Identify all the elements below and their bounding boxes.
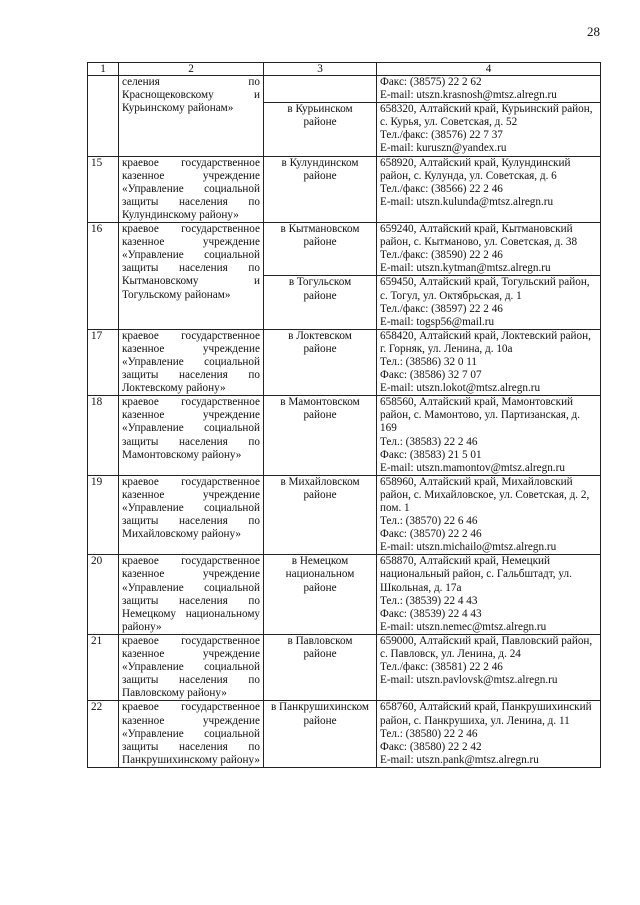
contact-details: 659450, Алтайский край, Тогульский район, с. Тогул, ул. Октябрьская, д. 1 Тел./факс: (38597) 22 2 46 E-mail: togsp56@mail.ru <box>377 276 601 329</box>
organization-name: селения по Краснощековскому и Курьинскому районам» <box>119 76 264 157</box>
table-row <box>88 475 601 555</box>
district-name: в Локтевском районе <box>264 329 377 395</box>
offices-table <box>87 62 601 768</box>
district-name: в Немецком национальном районе <box>264 555 377 635</box>
contact-details: 658760, Алтайский край, Панкрушихинский район, с. Панкрушиха, ул. Ленина, д. 11 Тел.: (38580) 22 2 46 Факс: (38580) 22 2 42 E-mail: utszn.pank@mtsz.alregn.ru <box>377 701 601 767</box>
district-name <box>264 76 377 103</box>
column-header: 2 <box>119 63 264 76</box>
district-name: в Тогульском районе <box>264 276 377 329</box>
contact-details: 658320, Алтайский край, Курьинский район, с. Курья, ул. Советская, д. 52 Тел./факс: (38576) 22 7 37 E-mail: kuruszn@yandex.ru <box>377 103 601 156</box>
district-name: в Кытмановском районе <box>264 223 377 276</box>
row-number: 18 <box>88 396 119 476</box>
district-name: в Кулундинском районе <box>264 156 377 222</box>
organization-name: краевое государственное казенное учреждение «Управление социальной защиты населения по Кытмановскому и Тогульскому районам» <box>119 223 264 330</box>
organization-name: краевое государственное казенное учреждение «Управление социальной защиты населения по Локтевскому району» <box>119 329 264 395</box>
row-number: 21 <box>88 634 119 700</box>
page-number: 28 <box>587 24 600 39</box>
table-row <box>88 634 601 700</box>
district-name: в Курьинском районе <box>264 103 377 156</box>
organization-name: краевое государственное казенное учреждение «Управление социальной защиты населения по Немецкому национальному району» <box>119 555 264 635</box>
row-number: 20 <box>88 555 119 635</box>
row-number: 19 <box>88 475 119 555</box>
table-row <box>88 396 601 476</box>
organization-name: краевое государственное казенное учреждение «Управление социальной защиты населения по Панкрушихинскому району» <box>119 701 264 767</box>
column-header: 4 <box>377 63 601 76</box>
table-row <box>88 156 601 222</box>
district-name: в Павловском районе <box>264 634 377 700</box>
contact-details: 658960, Алтайский край, Михайловский район, с. Михайловское, ул. Советская, д. 2, пом. 1 Тел.: (38570) 22 6 46 Факс: (38570) 22 2 46 E-mail: utszn.michailo@mtsz.alregn.ru <box>377 475 601 555</box>
district-name: в Панкрушихинском районе <box>264 701 377 767</box>
table-row <box>88 555 601 635</box>
contact-details: Факс: (38575) 22 2 62 E-mail: utszn.krasnosh@mtsz.alregn.ru <box>377 76 601 103</box>
table-row <box>88 701 601 767</box>
table-header-row <box>88 63 601 76</box>
row-number <box>88 76 119 157</box>
contact-details: 659240, Алтайский край, Кытмановский район, с. Кытманово, ул. Советская, д. 38 Тел./факс: (38590) 22 2 46 E-mail: utszn.kytman@mtsz.alregn.ru <box>377 223 601 276</box>
row-number: 15 <box>88 156 119 222</box>
row-number: 16 <box>88 223 119 330</box>
contact-details: 658920, Алтайский край, Кулундинский район, с. Кулунда, ул. Советская, д. 6 Тел./факс: (38566) 22 2 46 E-mail: utszn.kulunda@mtsz.alregn.ru <box>377 156 601 222</box>
organization-name: краевое государственное казенное учреждение «Управление социальной защиты населения по Кулундинскому району» <box>119 156 264 222</box>
contact-details: 658560, Алтайский край, Мамонтовский район, с. Мамонтово, ул. Партизанская, д. 169 Тел.: (38583) 22 2 46 Факс: (38583) 21 5 01 E-mail: utszn.mamontov@mtsz.alregn.ru <box>377 396 601 476</box>
row-number: 22 <box>88 701 119 767</box>
organization-name: краевое государственное казенное учреждение «Управление социальной защиты населения по Павловскому району» <box>119 634 264 700</box>
contact-details: 658870, Алтайский край, Немецкий национальный район, с. Гальбштадт, ул. Школьная, д. 17а Тел.: (38539) 22 4 43 Факс: (38539) 22 4 43 E-mail: utszn.nemec@mtsz.alregn.ru <box>377 555 601 635</box>
column-header: 3 <box>264 63 377 76</box>
organization-name: краевое государственное казенное учреждение «Управление социальной защиты населения по Михайловскому району» <box>119 475 264 555</box>
table-row <box>88 223 601 276</box>
table-row <box>88 329 601 395</box>
table-body <box>88 76 601 768</box>
contact-details: 659000, Алтайский край, Павловский район, с. Павловск, ул. Ленина, д. 24 Тел./факс: (38581) 22 2 46 E-mail: utszn.pavlovsk@mtsz.alregn.ru <box>377 634 601 700</box>
organization-name: краевое государственное казенное учреждение «Управление социальной защиты населения по Мамонтовскому району» <box>119 396 264 476</box>
table-row <box>88 76 601 103</box>
district-name: в Михайловском районе <box>264 475 377 555</box>
district-name: в Мамонтовском районе <box>264 396 377 476</box>
column-header: 1 <box>88 63 119 76</box>
row-number: 17 <box>88 329 119 395</box>
contact-details: 658420, Алтайский край, Локтевский район, г. Горняк, ул. Ленина, д. 10а Тел.: (38586) 32 0 11 Факс: (38586) 32 7 07 E-mail: utszn.lokot@mtsz.alregn.ru <box>377 329 601 395</box>
